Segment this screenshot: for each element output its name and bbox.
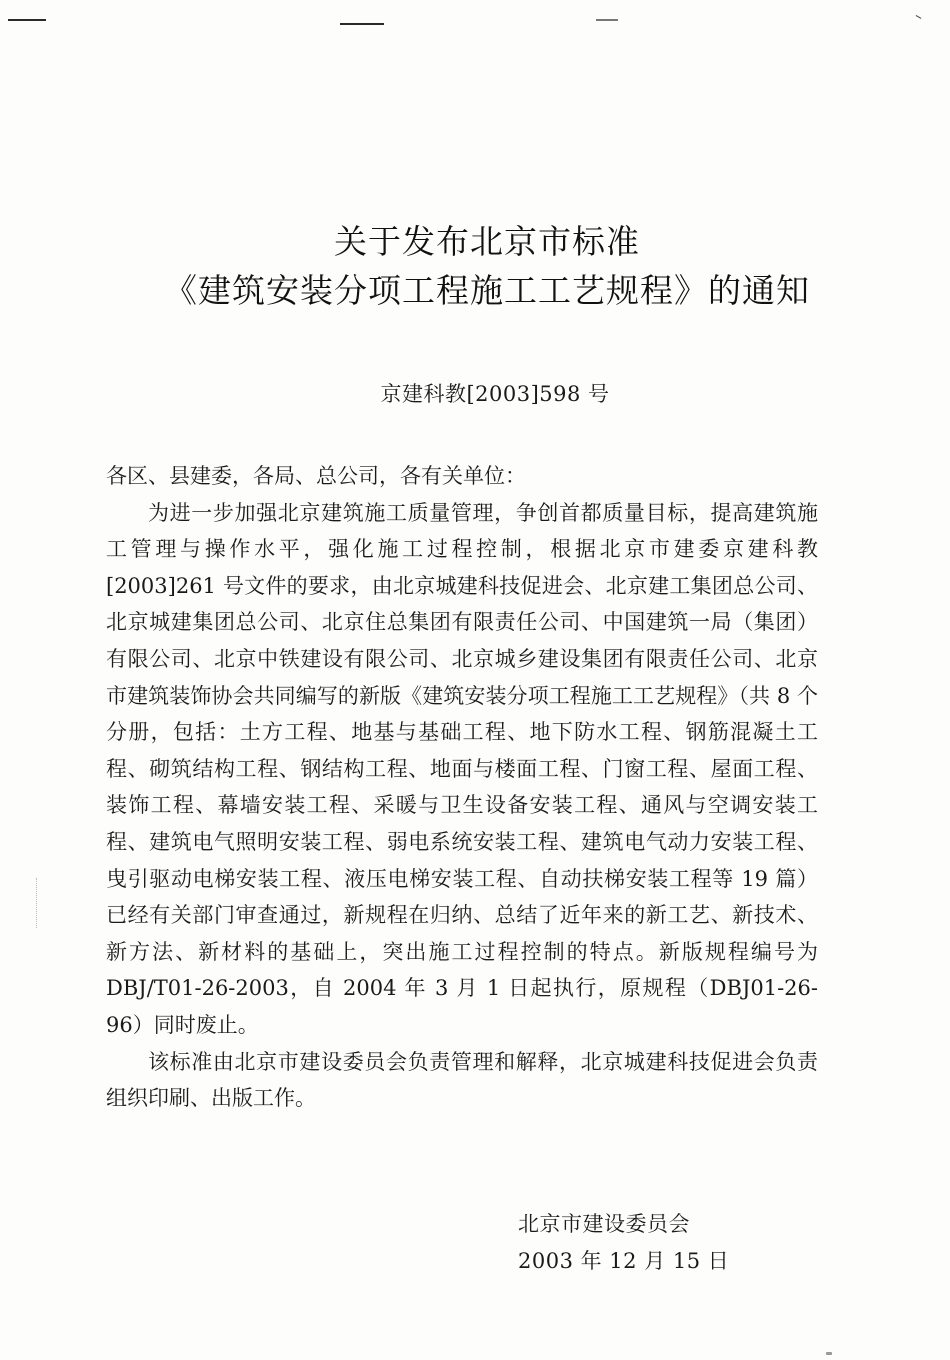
scan-artifact [340, 23, 384, 25]
scan-artifact [596, 19, 618, 21]
document-number: 京建科教[2003]598 号 [380, 382, 610, 406]
body-paragraph: 该标准由北京市建设委员会负责管理和解释，北京城建科技促进会负责组织印刷、出版工作。 [106, 1049, 818, 1111]
scan-artifact [826, 1352, 832, 1355]
body-paragraph: 为进一步加强北京建筑施工质量管理，争创首都质量目标，提高建筑施工管理与操作水平，强化施工过程控制，根据北京市建委京建科教[2003]261 号文件的要求，由北京城建科技促进会、北京建工集团总公司、北京城建集团总公司、北京住总集团有限责任公司、中国建筑一局（集团）有限公司、北京中铁建设有限公司、北京城乡建设集团有限责任公司、北京市建筑装饰协会共同编写的新版《建筑安装分项工程施工工艺规程》（共 8 个分册，包括：土方工程、地基与基础工程、地下防水工程、钢筋混凝土工程、砌筑结构工程、钢结构工程、地面与楼面工程、门窗工程、屋面工程、装饰工程、幕墙安装工程、采暖与卫生设备安装工程、通风与空调安装工程、建筑电气照明安装工程、弱电系统安装工程、建筑电气动力安装工程、曳引驱动电梯安装工程、液压电梯安装工程、自动扶梯安装工程等 19 篇）已经有关部门审查通过，新规程在归纳、总结了近年来的新工艺、新技术、新方法、新材料的基础上，突出施工过程控制的特点。新版规程编号为 DBJ/T01-26-2003，自 2004 年 3 月 1 日起执行，原规程（DBJ01-26-96）同时废止。 [106, 500, 818, 1037]
scan-artifact [913, 15, 922, 24]
scan-artifact [36, 878, 39, 928]
notice-title-line2: 《建筑安装分项工程施工工艺规程》的通知 [164, 271, 810, 310]
signature-organization: 北京市建设委员会 [518, 1212, 690, 1236]
notice-title-line1: 关于发布北京市标准 [334, 222, 640, 261]
signature-date: 2003 年 12 月 15 日 [518, 1249, 730, 1273]
notice-body [106, 458, 818, 1117]
scan-artifact [8, 19, 46, 21]
salutation: 各区、县建委，各局、总公司，各有关单位： [106, 464, 526, 488]
